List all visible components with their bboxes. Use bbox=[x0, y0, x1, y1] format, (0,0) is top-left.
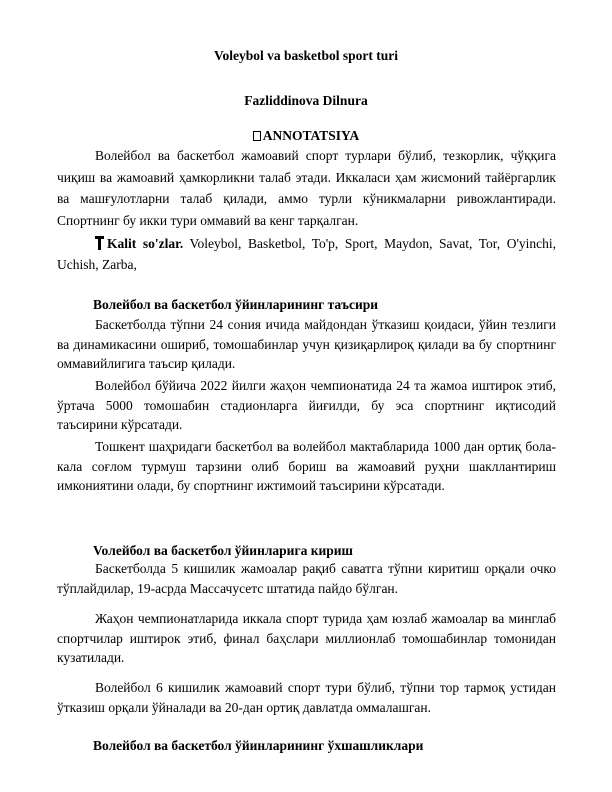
keywords-text: Voleybol, Basketbol, To'p, Sport, Maydon, Savat, Tor, O'yinchi, Uchish, Zarba, bbox=[57, 236, 556, 272]
keywords-label: Kalit so'zlar. bbox=[107, 236, 184, 251]
paragraph: Жаҳон чемпионатларида иккала спорт турида ҳам юзлаб жамоалар ва минглаб спортчилар иштирок этиб, финал баҳслари миллионлаб томошабинлар томонидан кузатилади. bbox=[57, 611, 556, 665]
annotation-heading bbox=[0, 128, 612, 144]
annotation-heading-text: ANNOTATSIYA bbox=[262, 128, 360, 143]
keywords-line bbox=[57, 233, 556, 275]
author-name: Fazliddinova Dilnura bbox=[244, 93, 368, 108]
paragraph: Тошкент шаҳридаги баскетбол ва волейбол мактабларида 1000 дан ортиқ бола-кала соғлом турмуш тарзини олиб бориш ва жамоавий руҳни шакллантириш имкониятини олади, бу спортнинг ижтимоий таъсирини кўрсатади. bbox=[57, 439, 556, 493]
paragraph: Волейбол 6 кишилик жамоавий спорт тури бўлиб, тўпни тор тармоқ устидан ўтказиш орқали ўйналади ва 20-дан ортиқ давлатда оммалашган. bbox=[57, 680, 556, 715]
section-heading: Волейбол ва баскетбол ўйинларининг ўхшашликлари bbox=[93, 738, 424, 753]
section-heading: Волейбол ва баскетбол ўйинларининг таъсири bbox=[93, 297, 379, 312]
document-title: Voleybol va basketbol sport turi bbox=[213, 48, 399, 63]
keyword-pin-icon bbox=[95, 236, 104, 250]
section-heading: Voлейбол ва баскетбол ўйинларига кириш bbox=[93, 543, 353, 558]
annotation-text: Волейбол ва баскетбол жамоавий спорт турлари бўлиб, тезкорлик, чўққига чиқиш ва жамоавий ҳамкорликни талаб этади. Иккаласи ҳам жисмоний тайёргарлик ва машғулотларни талаб қилади, аммо турли кўникмаларни ривожлантиради. Спортнинг бу икки тури оммавий ва кенг тарқалган. bbox=[57, 148, 556, 228]
paragraph: Волейбол бўйича 2022 йилги жаҳон чемпионатида 24 та жамоа иштирок этиб, ўртача 5000 томошабин стадионларга йиғилди, бу эса спортнинг иқтисодий таъсирини кўрсатади. bbox=[57, 378, 556, 432]
paragraph: Баскетболда тўпни 24 сония ичида майдондан ўтказиш қоидаси, ўйин тезлиги ва динамикасини ошириб, томошабинлар учун қизиқарлироқ қилади ва бу спортнинг оммавийлигига таъсир қилади. bbox=[57, 317, 556, 371]
missing-glyph-icon bbox=[253, 131, 261, 141]
paragraph: Баскетболда 5 кишилик жамоалар рақиб саватга тўпни киритиш орқали очко тўплайдилар, 19-асрда Массачусетс штатида пайдо бўлган. bbox=[57, 561, 556, 596]
